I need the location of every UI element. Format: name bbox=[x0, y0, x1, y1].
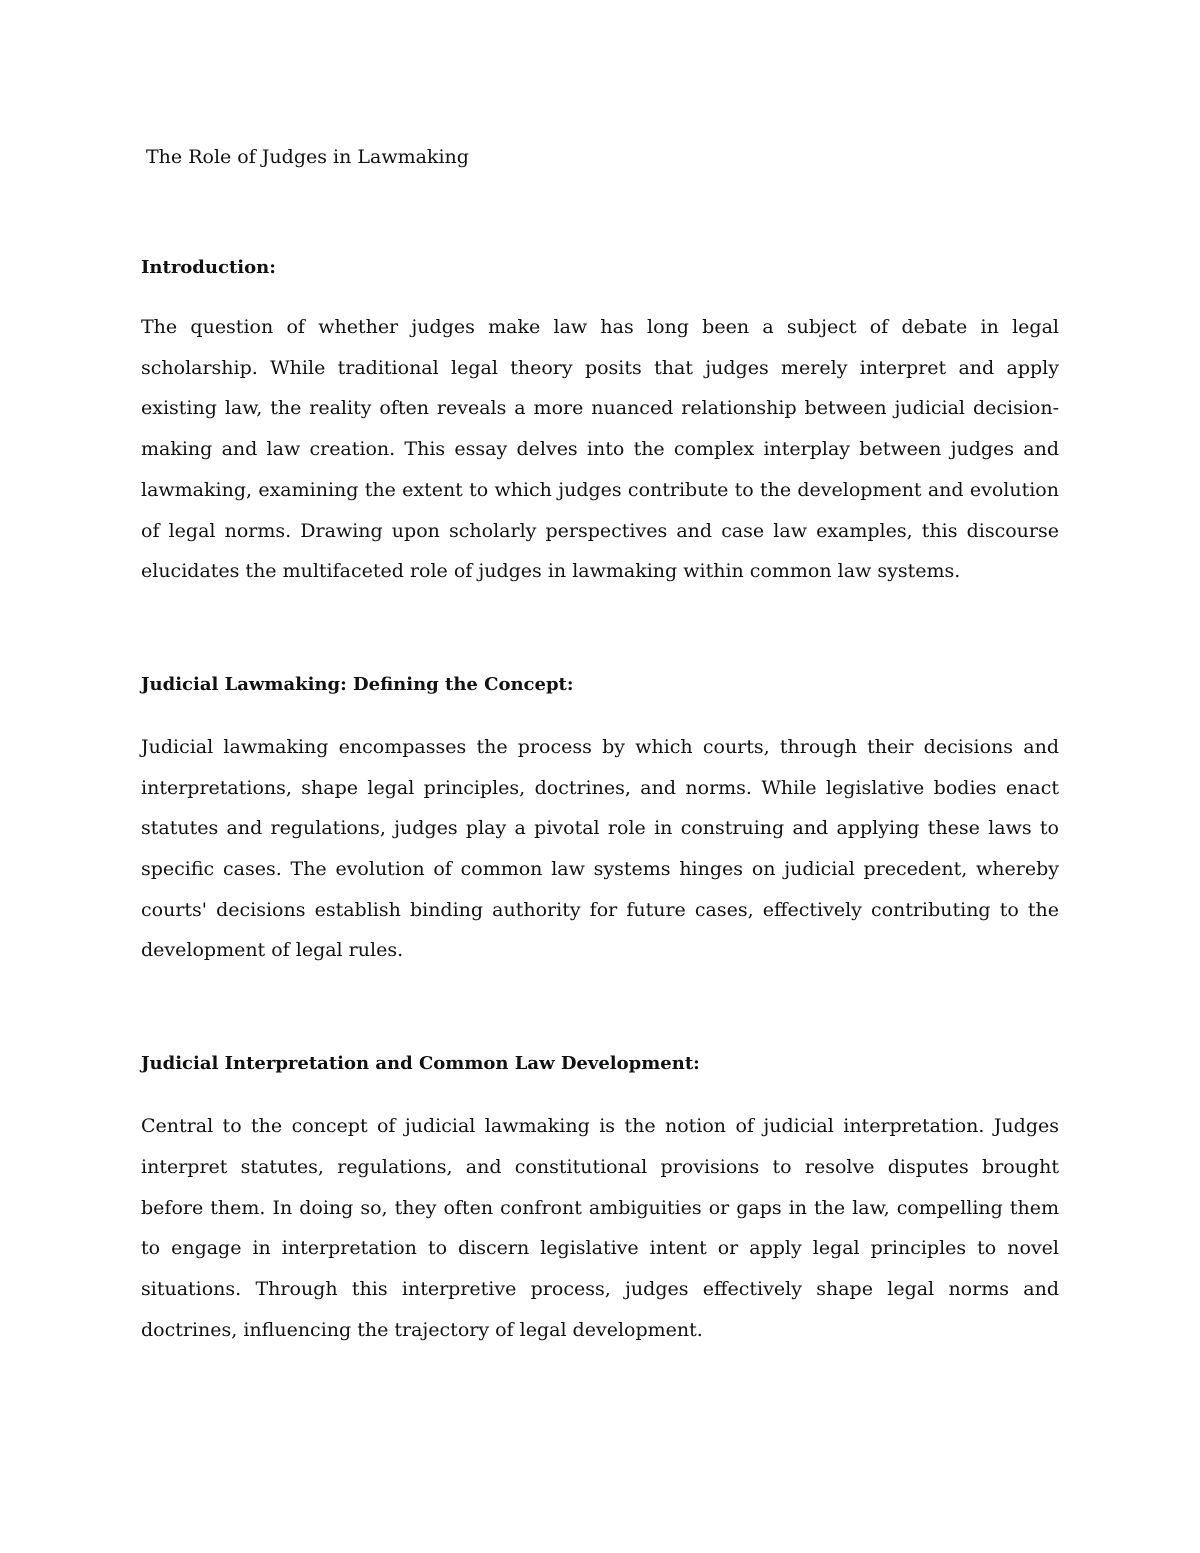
paragraph-judicial-lawmaking: Judicial lawmaking encompasses the process by which courts, through their decisions and interpretations, shape legal principles, doctrines, and norms. While legislative bodies enact statutes and regulations, judges play a pivotal role in construing and applying these laws to specific cases. The evolution of common law systems hinges on judicial precedent, whereby courts' decisions establish binding authority for future cases, effectively contributing to the development of legal rules. bbox=[141, 735, 1059, 962]
section-heading-introduction: Introduction: bbox=[141, 257, 276, 278]
paragraph-introduction: The question of whether judges make law has long been a subject of debate in legal scholarship. While traditional legal theory posits that judges merely interpret and apply existing law, the reality often reveals a more nuanced relationship between judicial decision-making and law creation. This essay delves into the complex interplay between judges and lawmaking, examining the extent to which judges contribute to the development and evolution of legal norms. Drawing upon scholarly perspectives and case law examples, this discourse elucidates the multifaceted role of judges in lawmaking within common law systems. bbox=[141, 316, 1059, 583]
paragraph-judicial-interpretation: Central to the concept of judicial lawmaking is the notion of judicial interpretation. Judges interpret statutes, regulations, and constitutional provisions to resolve disputes brought before them. In doing so, they often confront ambiguities or gaps in the law, compelling them to engage in interpretation to discern legislative intent or apply legal principles to novel situations. Through this interpretive process, judges effectively shape legal norms and doctrines, influencing the trajectory of legal development. bbox=[141, 1115, 1059, 1341]
document-title: The Role of Judges in Lawmaking bbox=[146, 146, 469, 168]
section-heading-judicial-lawmaking: Judicial Lawmaking: Defining the Concept: bbox=[141, 673, 574, 695]
document-content bbox=[141, 141, 1059, 1350]
section-heading-judicial-interpretation: Judicial Interpretation and Common Law Development: bbox=[141, 1053, 700, 1075]
